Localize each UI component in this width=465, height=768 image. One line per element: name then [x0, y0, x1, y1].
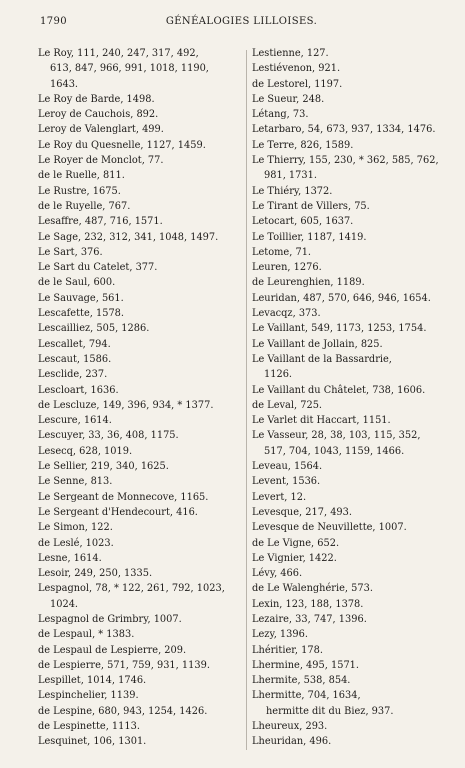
index-entry: Le Vaillant du Châtelet, 738, 1606.: [252, 384, 426, 396]
index-entry: Lévy, 466.: [252, 568, 303, 580]
column-divider: [246, 50, 247, 750]
index-entry: Letocart, 605, 1637.: [252, 216, 354, 228]
index-entry: Lescaut, 1586.: [38, 353, 112, 365]
page-number: 1790: [40, 16, 68, 27]
index-entry: Lescure, 1614.: [38, 415, 112, 427]
index-entry: Le Simon, 122.: [38, 522, 113, 534]
index-entry: Le Thiéry, 1372.: [252, 185, 333, 197]
index-entry: de Le Vigne, 652.: [252, 537, 340, 549]
index-entry: de Lespaul, * 1383.: [38, 629, 135, 641]
index-entry: Le Sellier, 219, 340, 1625.: [38, 461, 169, 473]
index-entry: Letarbaro, 54, 673, 937, 1334, 1476.: [252, 124, 436, 136]
index-column-left: [38, 46, 244, 750]
index-entry-continuation: 613, 847, 966, 991, 1018, 1190,: [50, 63, 209, 75]
index-entry: Lesecq, 628, 1019.: [38, 445, 133, 457]
index-entry: Lesoir, 249, 250, 1335.: [38, 568, 153, 580]
page-header: [40, 16, 443, 30]
index-entry: Le Sart du Catelet, 377.: [38, 262, 158, 274]
index-entry: Le Rustre, 1675.: [38, 185, 121, 197]
index-entry: Lesne, 1614.: [38, 552, 102, 564]
index-entry: de Lescluze, 149, 396, 934, * 1377.: [38, 399, 214, 411]
index-entry: Lespagnol, 78, * 122, 261, 792, 1023,: [38, 583, 225, 595]
running-title: GÉNÉALOGIES LILLOISES.: [165, 16, 318, 27]
index-entry: Le Sergeant de Monnecove, 1165.: [38, 491, 209, 503]
index-entry: Letome, 71.: [252, 246, 312, 258]
index-entry: Le Thierry, 155, 230, * 362, 585, 762,: [252, 155, 439, 167]
index-entry: Lestiévenon, 921.: [252, 63, 341, 75]
index-entry: Leveau, 1564.: [252, 461, 323, 473]
index-entry: Létang, 73.: [252, 109, 309, 121]
index-entry: Levesque de Neuvillette, 1007.: [252, 522, 407, 534]
index-entry: Lescailliez, 505, 1286.: [38, 323, 150, 335]
index-entry: Lescuyer, 33, 36, 408, 1175.: [38, 430, 179, 442]
index-entry: de Lespine, 680, 943, 1254, 1426.: [38, 705, 208, 717]
index-entry: Levent, 1536.: [252, 476, 321, 488]
index-entry: Lexin, 123, 188, 1378.: [252, 598, 364, 610]
index-entry: Le Sueur, 248.: [252, 93, 325, 105]
index-entry: Lesaffre, 487, 716, 1571.: [38, 216, 163, 228]
index-entry: Le Vaillant, 549, 1173, 1253, 1754.: [252, 323, 427, 335]
index-entry: Le Vasseur, 28, 38, 103, 115, 352,: [252, 430, 421, 442]
index-entry: Leroy de Cauchois, 892.: [38, 109, 159, 121]
index-entry: Leuren, 1276.: [252, 262, 322, 274]
index-entry: Lescafette, 1578.: [38, 308, 125, 320]
index-entry: Lestienne, 127.: [252, 48, 329, 59]
index-entry: Le Vignier, 1422.: [252, 552, 337, 564]
index-entry: de le Ruelle, 811.: [38, 170, 125, 182]
index-entry: de Lespinette, 1113.: [38, 721, 140, 733]
index-entry: Lesclide, 237.: [38, 369, 108, 381]
index-entry: de Lespaul de Lespierre, 209.: [38, 644, 187, 656]
index-entry-continuation: 1126.: [264, 369, 293, 381]
index-entry: Le Roy du Quesnelle, 1127, 1459.: [38, 139, 206, 151]
index-entry: de le Saul, 600.: [38, 277, 116, 289]
index-entry: de Leslé, 1023.: [38, 537, 114, 549]
index-entry: Le Royer de Monclot, 77.: [38, 155, 164, 167]
index-entry: Levesque, 217, 493.: [252, 506, 353, 518]
index-entry: Leuridan, 487, 570, 646, 946, 1654.: [252, 292, 431, 304]
index-entry: Lespillet, 1014, 1746.: [38, 675, 147, 687]
index-entry: de Le Walenghérie, 573.: [252, 583, 373, 595]
index-entry: Le Sart, 376.: [38, 246, 103, 258]
index-entry: Levacqz, 373.: [252, 308, 321, 320]
index-entry: Lhermite, 538, 854.: [252, 675, 351, 687]
index-entry: Le Sauvage, 561.: [38, 292, 124, 304]
index-entry: Levert, 12.: [252, 491, 307, 503]
index-entry: de Leval, 725.: [252, 399, 323, 411]
index-entry: Le Roy de Barde, 1498.: [38, 93, 155, 105]
index-entry: Lescallet, 794.: [38, 338, 111, 350]
index-entry: Le Sage, 232, 312, 341, 1048, 1497.: [38, 231, 219, 243]
index-entry: de Lespierre, 571, 759, 931, 1139.: [38, 659, 210, 671]
index-entry: Le Terre, 826, 1589.: [252, 139, 354, 151]
index-entry: Lespinchelier, 1139.: [38, 690, 139, 702]
index-entry: Le Vaillant de Jollain, 825.: [252, 338, 383, 350]
index-entry: Le Senne, 813.: [38, 476, 113, 488]
index-entry-continuation: 1643.: [50, 78, 79, 90]
index-entry: Lheureux, 293.: [252, 721, 328, 733]
index-entry: Le Toillier, 1187, 1419.: [252, 231, 367, 243]
index-entry: Le Roy, 111, 240, 247, 317, 492,: [38, 48, 199, 59]
index-entry-continuation: 517, 704, 1043, 1159, 1466.: [264, 445, 405, 457]
index-entry-continuation: 1024.: [50, 598, 79, 610]
index-entry: Lhermitte, 704, 1634,: [252, 690, 361, 702]
index-entry: Lezy, 1396.: [252, 629, 308, 641]
index-entry: Le Varlet dit Haccart, 1151.: [252, 415, 391, 427]
index-entry: Leroy de Valenglart, 499.: [38, 124, 164, 136]
index-column-right: [252, 46, 462, 750]
index-entry: Lhéritier, 178.: [252, 644, 323, 656]
index-entry: de le Ruyelle, 767.: [38, 200, 131, 212]
index-entry: Lespagnol de Grimbry, 1007.: [38, 613, 182, 625]
index-entry-continuation: 981, 1731.: [264, 170, 317, 182]
index-entry-continuation: hermitte dit du Biez, 937.: [266, 705, 394, 717]
index-entry: Lesquinet, 106, 1301.: [38, 736, 147, 748]
index-entry: Le Sergeant d'Hendecourt, 416.: [38, 506, 198, 518]
index-entry: Le Vaillant de la Bassardrie,: [252, 353, 392, 365]
index-entry: Lheuridan, 496.: [252, 736, 332, 748]
index-entry: de Leurenghien, 1189.: [252, 277, 365, 289]
index-entry: Lescloart, 1636.: [38, 384, 119, 396]
index-entry: Lezaire, 33, 747, 1396.: [252, 613, 367, 625]
index-entry: Lhermine, 495, 1571.: [252, 659, 360, 671]
index-entry: Le Tirant de Villers, 75.: [252, 200, 370, 212]
index-entry: de Lestorel, 1197.: [252, 78, 343, 90]
